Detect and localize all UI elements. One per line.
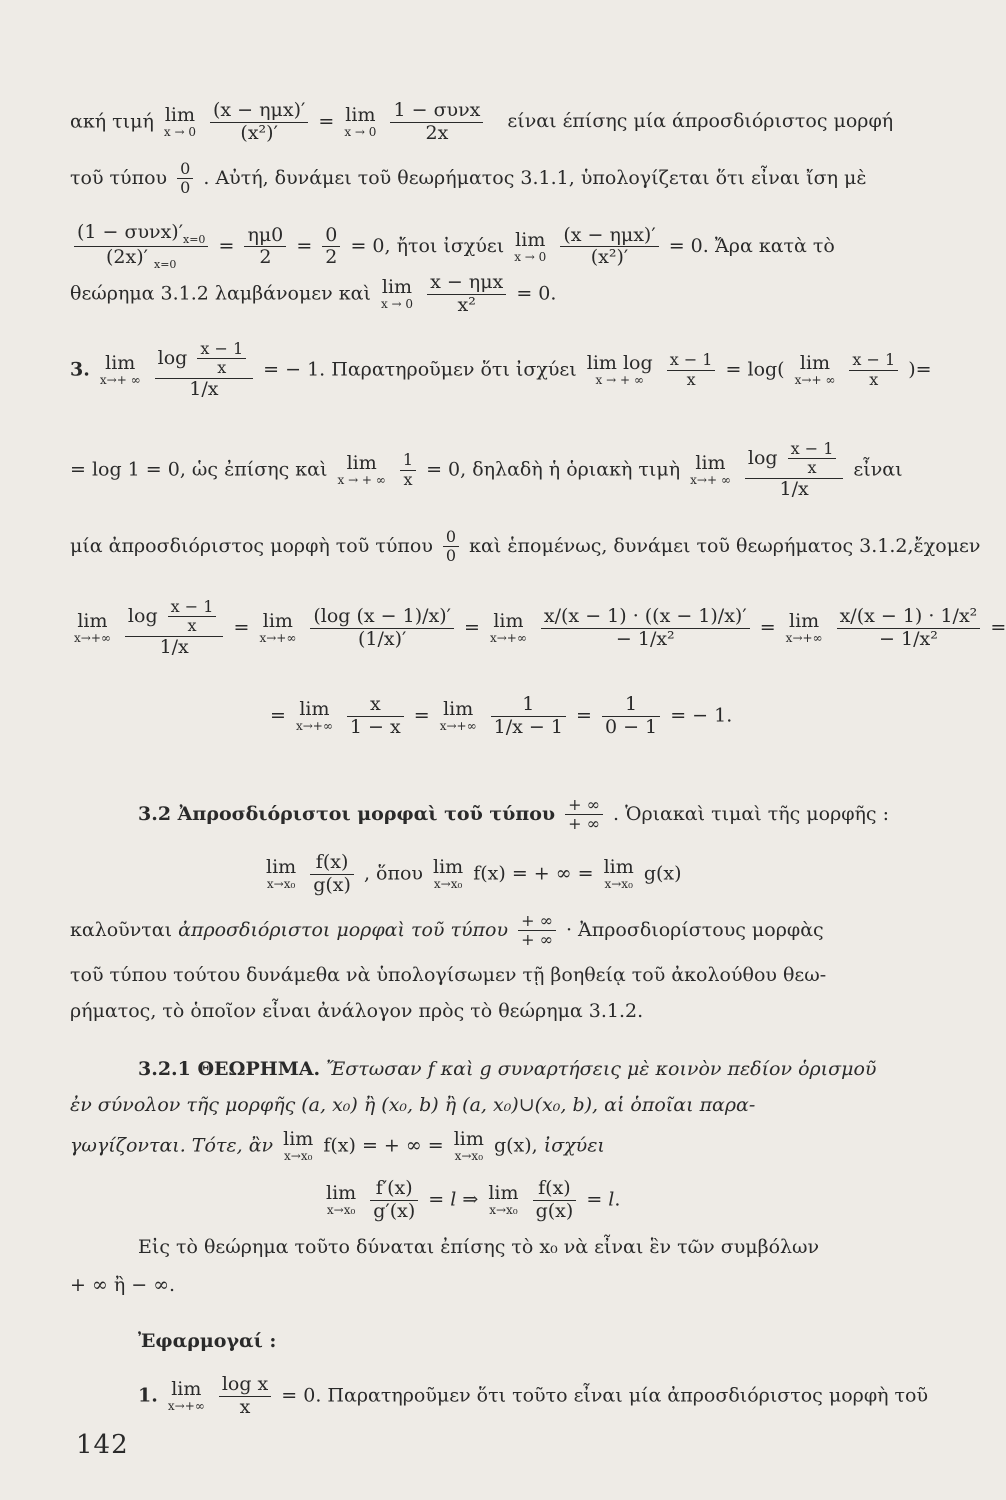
- text-line-1: ακή τιμή lim x → 0 $\frac{\text{(x − ημx)′}}{\text{(x²)′}}$ = lim x → 0 $\frac{\text{1 − συνx}}{2x}$ είναι έπίσης μία άπροσδιόριστος μορφή: [70, 99, 894, 144]
- text-line-5: 3. lim x→+ ∞ log $\frac{x - 1}{x}$ 1/x = − 1. Παρατηροῦμεν ὅτι ἰσχύει lim log x → + ∞ $\frac{x - 1}{x}$ = log( lim x→+ ∞ $\frac{x - 1}{x}$ )=: [70, 339, 932, 400]
- page-number: 142: [76, 1430, 129, 1460]
- text-line-16: Εἰς τὸ θεώρημα τοῦτο δύναται ἐπίσης τὸ x₀ νὰ εἶναι ἓν τῶν συμβόλων: [138, 1236, 820, 1258]
- text-line-2: τοῦ τύπου $\frac{0}{0}$ . Αὐτή, δυνάμει τοῦ θεωρήματος 3.1.1, ὑπολογίζεται ὅτι εἶναι ἴση μὲ: [70, 159, 867, 198]
- theorem-3-2-1-formula: lim x→x₀ $\frac{f'(x)}{g'(x)}$ = l ⇒ lim x→x₀ $\frac{f(x)}{g(x)}$ = l.: [326, 1177, 621, 1222]
- application-1-line: 1. lim x→+∞ $\frac{\text{log x}}{x}$ = 0. Παρατηροῦμεν ὅτι τοῦτο εἶναι μία ἀπροσδιόριστος μορφὴ τοῦ: [138, 1373, 929, 1418]
- theorem-3-2-1-line-3: γωγίζονται. Τότε, ἂν lim x→x₀ f(x) = + ∞ = lim x→x₀ g(x), ἰσχύει: [70, 1128, 605, 1163]
- section-3-2-heading: 3.2 Ἀπροσδιόριστοι μορφαὶ τοῦ τύπου $\frac{+ \infty}{+ \infty}$ . Ὁριακαὶ τιμαὶ τῆς μορφῆς :: [138, 795, 890, 834]
- theorem-3-2-1-line-1: 3.2.1 ΘΕΩΡΗΜΑ. Ἔστωσαν f καὶ g συναρτήσεις μὲ κοινὸν πεδίον ὁρισμοῦ: [138, 1058, 877, 1080]
- applications-heading: Ἐφαρμογαί :: [138, 1330, 277, 1352]
- text-line-3: $\frac{(1 - \sigma\upsilon\nu x)'_{x=0}}{(2x)' _{x=0}}$ = $\frac{\eta\mu 0}{2}$ = $\frac{0}{2}$ = 0, ἤτοι ἰσχύει lim x → 0 $\frac{\text{(x − ημx)′}}{\text{(x²)′}}$ = 0. Ἄρα κατὰ τὸ: [70, 222, 835, 272]
- derivation-line-1: lim x→+∞ log $\frac{x - 1}{x}$ 1/x = lim x→+∞ $\frac{(\log (x - 1)/x)'}{(1/x)'}$ = lim x→+∞ $\frac{x/(x - 1) \cdot ((x - 1)/x)'}{\text{− 1/x²}}$ = lim x→+∞ $\frac{\text{x/(x − 1) · 1/x²}}{\text{− 1/x²}}$ =: [74, 597, 1006, 658]
- text-line-limit-def: lim x→x₀ $\frac{f(x)}{g(x)}$ , ὅπου lim x→x₀ f(x) = + ∞ = lim x→x₀ g(x): [266, 851, 682, 896]
- text-line-4: θεώρημα 3.1.2 λαμβάνομεν καὶ lim x → 0 $\frac{\text{x − ημx}}{\text{x²}}$ = 0.: [70, 271, 557, 316]
- text-line-17: + ∞ ἢ − ∞.: [70, 1274, 176, 1296]
- text-line-10: τοῦ τύπου τούτου δυνάμεθα νὰ ὑπολογίσωμεν τῇ βοηθείᾳ τοῦ ἀκολούθου θεω-: [70, 964, 827, 986]
- text-line-6: = log 1 = 0, ὡς ἐπίσης καὶ lim x → + ∞ $\frac{1}{x}$ = 0, δηλαδὴ ἡ ὁριακὴ τιμὴ lim x→+ ∞ log $\frac{x - 1}{x}$ 1/x εἶναι: [70, 439, 903, 500]
- text-line-11: ρήματος, τὸ ὁποῖον εἶναι ἀνάλογον πρὸς τὸ θεώρημα 3.1.2.: [70, 1000, 644, 1022]
- text-line-7: μία ἀπροσδιόριστος μορφὴ τοῦ τύπου $\frac{0}{0}$ καὶ ἑπομένως, δυνάμει τοῦ θεωρήματος 3.1.2,ἔχομεν: [70, 527, 981, 566]
- derivation-line-2: = lim x→+∞ $\frac{x}{1 - x}$ = lim x→+∞ $\frac{1}{1/x - 1}$ = $\frac{1}{0 - 1}$ = − 1.: [270, 693, 733, 738]
- text-line-kalountai: καλοῦνται ἀπροσδιόριστοι μορφαὶ τοῦ τύπου $\frac{+ \infty}{+ \infty}$ · Ἀπροσδιορίστους μορφὰς: [70, 911, 824, 950]
- theorem-3-2-1-line-2: ἐν σύνολον τῆς μορφῆς (a, x₀) ἢ (x₀, b) ἢ (a, x₀)∪(x₀, b), αἱ ὁποῖαι παρα-: [70, 1094, 756, 1116]
